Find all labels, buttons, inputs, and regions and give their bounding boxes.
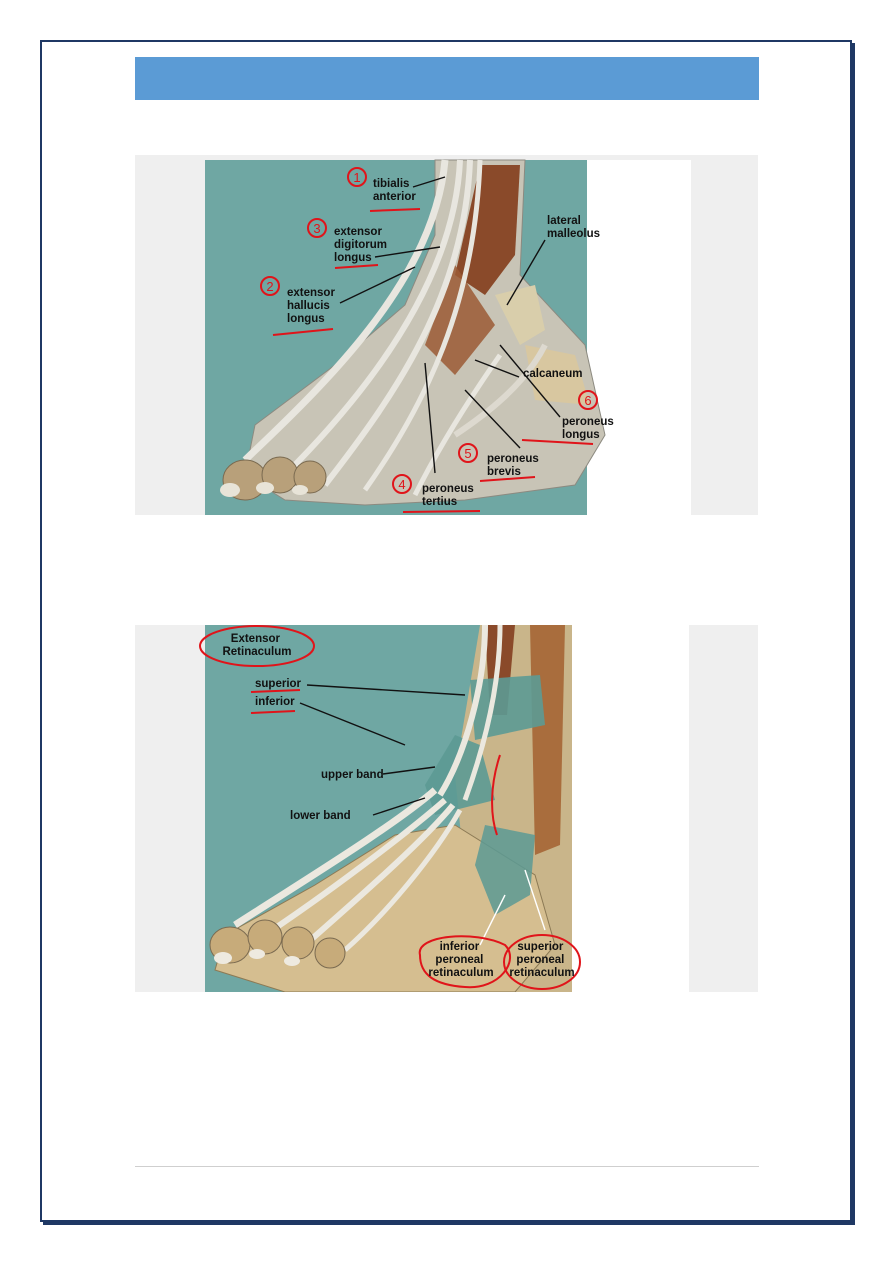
label-inferior-peroneal-retinaculum: inferior peroneal retinaculum bbox=[428, 941, 494, 979]
label-peroneus-brevis: peroneus brevis bbox=[487, 453, 539, 478]
foot-tendons-figure bbox=[135, 155, 758, 515]
label-inferior: inferior bbox=[255, 696, 295, 708]
label-lower-band: lower band bbox=[290, 810, 351, 822]
label-superior: superior bbox=[255, 678, 302, 690]
handwritten-number-2: 2 bbox=[266, 279, 274, 294]
handwritten-number-4: 4 bbox=[398, 477, 406, 492]
handwritten-number-6: 6 bbox=[584, 393, 592, 408]
label-superior-peroneal-retinaculum: superior peroneal retinaculum bbox=[509, 941, 575, 979]
label-extensor-hallucis-longus: extensor hallucis longus bbox=[287, 287, 335, 325]
label-peroneus-tertius: peroneus tertius bbox=[422, 483, 474, 508]
extensor-retinaculum-figure bbox=[135, 625, 758, 992]
label-extensor-retinaculum: Extensor Retinaculum bbox=[222, 633, 292, 658]
label-extensor-digitorum-longus: extensor digitorum longus bbox=[334, 226, 388, 264]
label-calcaneum: calcaneum bbox=[523, 368, 583, 380]
header-bar bbox=[135, 57, 759, 100]
handwritten-number-1: 1 bbox=[353, 170, 361, 185]
label-upper-band: upper band bbox=[321, 769, 384, 781]
footer-rule bbox=[135, 1166, 759, 1167]
label-peroneus-longus: peroneus longus bbox=[562, 416, 614, 441]
handwritten-number-3: 3 bbox=[313, 221, 321, 236]
label-lateral-malleolus: lateral malleolus bbox=[547, 215, 601, 240]
handwritten-number-5: 5 bbox=[464, 446, 472, 461]
label-tibialis-anterior: tibialis anterior bbox=[373, 178, 416, 203]
